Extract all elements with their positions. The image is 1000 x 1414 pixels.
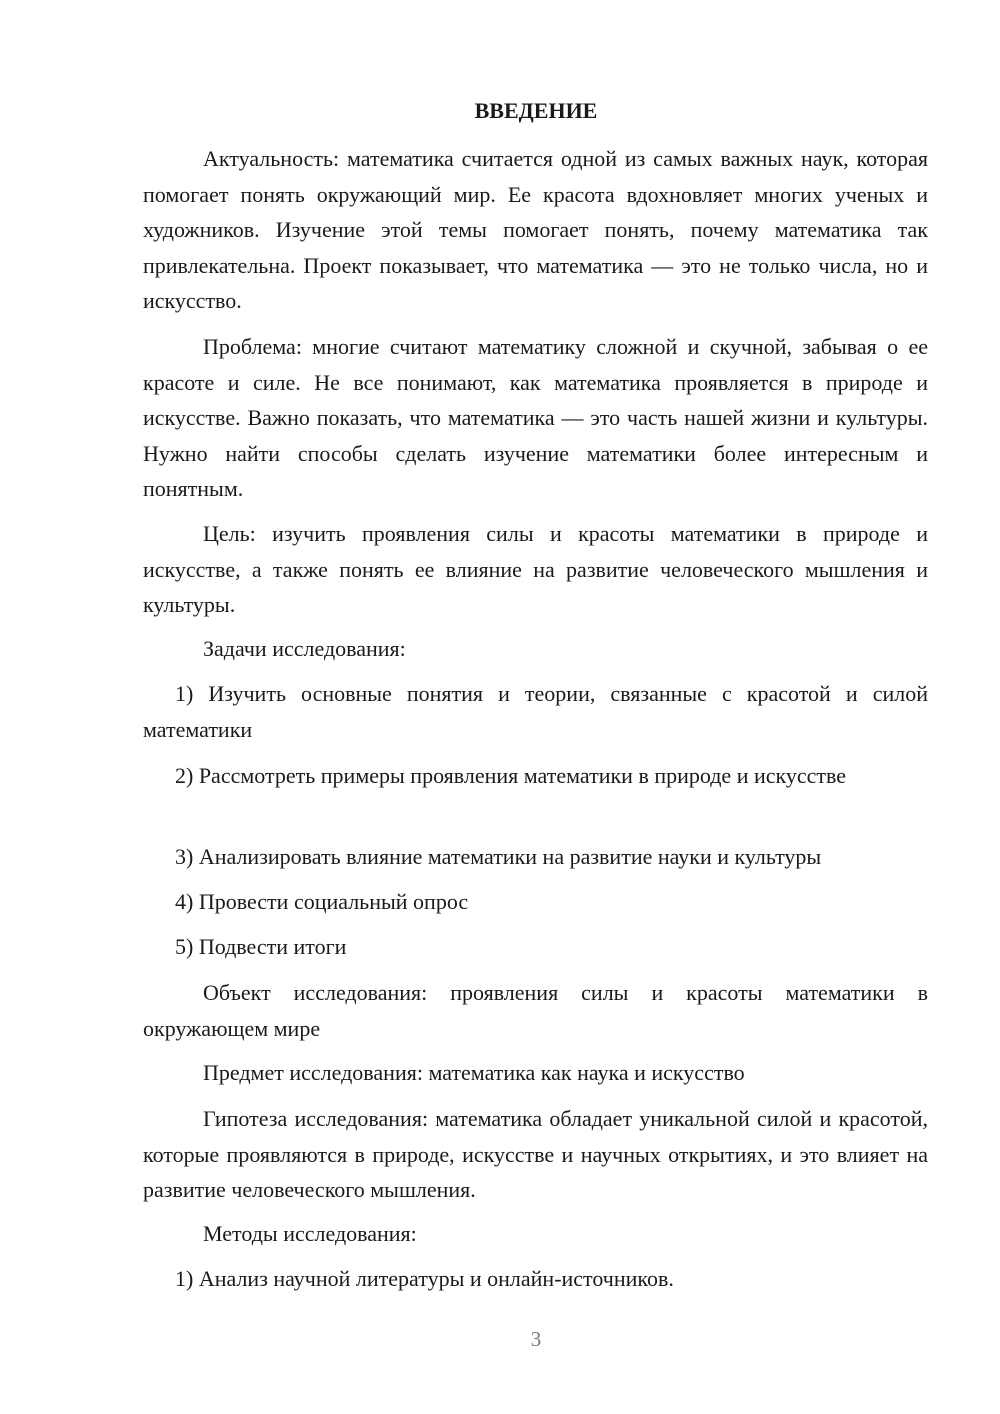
goal-block	[143, 516, 928, 623]
method-item-1: 1) Анализ научной литературы и онлайн-источников.	[175, 1266, 674, 1291]
task-item-2: 2) Рассмотреть примеры проявления математики в природе и искусстве	[175, 763, 847, 788]
problem-block	[143, 329, 928, 507]
research-hypothesis: Гипотеза исследования: математика обладает уникальной силой и красотой, которые проявляются в природе, искусстве и научных открытиях, и это влияет на развитие человеческого мышления.	[143, 1106, 928, 1202]
subject-block	[143, 1055, 928, 1091]
methods-heading: Методы исследования:	[203, 1221, 417, 1246]
paragraph-goal: Цель: изучить проявления силы и красоты математики в природе и искусстве, а также понять ее влияние на развитие человеческого мышления и культуры.	[143, 521, 928, 617]
page-title: ВВЕДЕНИЕ	[474, 98, 598, 123]
task-item-3: 3) Анализировать влияние математики на развитие науки и культуры	[175, 844, 822, 869]
research-subject: Предмет исследования: математика как наука и искусство	[203, 1060, 745, 1085]
hypothesis-block	[143, 1101, 928, 1208]
object-block	[143, 975, 928, 1046]
page-number: 3	[530, 1327, 542, 1351]
task-item-4: 4) Провести социальный опрос	[175, 889, 469, 914]
task-3-block	[143, 839, 928, 875]
task-2-block	[143, 758, 928, 794]
task-1-block	[143, 676, 928, 747]
task-4-block	[143, 884, 928, 920]
relevance-block	[143, 141, 928, 319]
paragraph-problem: Проблема: многие считают математику сложной и скучной, забывая о ее красоте и силе. Не все понимают, как математика проявляется в природе и искусстве. Важно показать, что математика — это часть нашей жизни и культуры. Нужно найти способы сделать изучение математики более интересным и понятным.	[143, 334, 928, 501]
paragraph-relevance: Актуальность: математика считается одной из самых важных наук, которая помогает понять окружающий мир. Ее красота вдохновляет многих ученых и художников. Изучение этой темы помогает понять, почему математика так привлекательна. Проект показывает, что математика — это не только числа, но и искусство.	[143, 146, 928, 313]
task-5-block	[143, 929, 928, 965]
task-item-1: 1) Изучить основные понятия и теории, связанные с красотой и силой математики	[143, 681, 928, 742]
method-1-block	[143, 1261, 928, 1297]
tasks-heading: Задачи исследования:	[203, 636, 406, 661]
research-object: Объект исследования: проявления силы и красоты математики в окружающем мире	[143, 980, 928, 1041]
task-item-5: 5) Подвести итоги	[175, 934, 347, 959]
methods-heading-block	[143, 1216, 928, 1252]
tasks-heading-block	[143, 631, 928, 667]
